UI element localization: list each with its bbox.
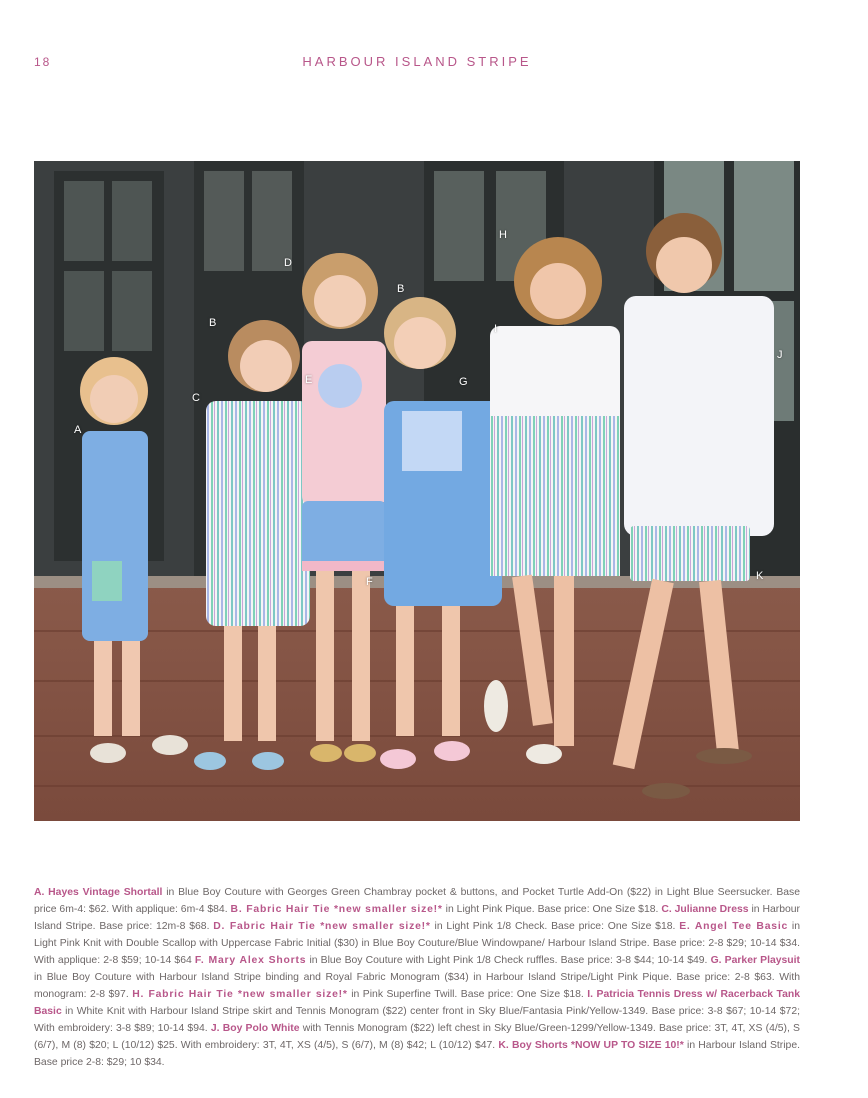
item-title-d: D. Fabric Hair Tie *new smaller size!*	[213, 921, 431, 932]
label-b-left: B	[209, 317, 217, 329]
item-title-c: C. Julianne Dress	[661, 904, 749, 915]
label-k: K	[756, 570, 764, 582]
item-text-j: with Tennis Monogram ($22) left chest in Sky Blue/Green-1299/Yellow-1349. Base price: 3T, 4T, XS (4/5), S (6/7), M (8) $20; L (10/12) $25. With embroidery: 3T, 4T, XS (4/5), S (6/7), M (8) $42; L (10/12) $47.	[34, 1023, 800, 1051]
item-title-h: H. Fabric Hair Tie *new smaller size!*	[132, 989, 348, 1000]
item-text-a: in Blue Boy Couture with Georges Green Chambray pocket & buttons, and Pocket Turtle Add-On ($22) in Light Blue Seersucker. Base price 6m-4: $62. With applique: 6m-4 $84.	[34, 887, 801, 915]
item-title-g: G. Parker Playsuit	[710, 955, 800, 966]
item-text-e: in Light Pink Knit with Double Scallop with Uppercase Fabric Initial ($30) in Blue Boy Couture/Blue Windowpane/ Harbour Island Stripe. Base price: 2-8 $29; 10-14 $34. With applique: 2-8 $59; 10-14 $64	[34, 921, 800, 966]
item-title-e: E. Angel Tee Basic	[679, 921, 789, 932]
label-i: I	[494, 323, 498, 335]
label-j: J	[777, 349, 783, 361]
label-c: C	[192, 392, 200, 404]
item-text-d: in Light Pink 1/8 Check. Base price: One Size $18.	[430, 921, 680, 932]
label-b-right: B	[397, 283, 405, 295]
photo-illustration	[34, 161, 800, 821]
page-number: 18	[34, 55, 52, 69]
item-title-b: B. Fabric Hair Tie *new smaller size!*	[230, 904, 443, 915]
item-title-j: J. Boy Polo White	[210, 1023, 300, 1034]
item-title-i: I. Patricia Tennis Dress w/ Racerback Tank Basic	[34, 989, 800, 1017]
item-text-f: in Blue Boy Couture with Light Pink 1/8 Check ruffles. Base price: 3-8 $44; 10-14 $49.	[306, 955, 711, 966]
label-e: E	[305, 374, 313, 386]
item-text-c: in Harbour Island Stripe. Base price: 12m-8 $68.	[34, 904, 801, 932]
label-h: H	[499, 229, 507, 241]
label-a: A	[74, 424, 82, 436]
item-text-g: in Blue Boy Couture with Harbour Island Stripe binding and Royal Fabric Monogram ($34) in Harbour Island Stripe/Light Pink Pique. Base price: 2-8 $63. With monogram: 2-8 $97.	[34, 972, 800, 1000]
label-d: D	[284, 257, 292, 269]
label-g: G	[459, 376, 468, 388]
item-title-a: A. Hayes Vintage Shortall	[34, 887, 163, 898]
product-photo	[34, 161, 800, 821]
label-f: F	[366, 576, 373, 588]
product-caption	[34, 884, 800, 1071]
item-title-f: F. Mary Alex Shorts	[194, 955, 307, 966]
item-title-k: K. Boy Shorts *NOW UP TO SIZE 10!*	[498, 1040, 684, 1051]
item-text-k: in Harbour Island Stripe. Base price 2-8: $29; 10 $34.	[34, 1040, 801, 1068]
item-text-b: in Light Pink Pique. Base price: One Size $18.	[442, 904, 662, 915]
page-title: HARBOUR ISLAND STRIPE	[302, 54, 532, 69]
item-text-i: in White Knit with Harbour Island Stripe skirt and Tennis Monogram ($22) center front in Sky Blue/Fantasia Pink/Yellow-1349. Base price: 3-8 $67; 10-14 $72; With embroidery: 3-8 $89; 10-14 $94.	[34, 1006, 800, 1034]
item-text-h: in Pink Superfine Twill. Base price: One Size $18.	[347, 989, 588, 1000]
